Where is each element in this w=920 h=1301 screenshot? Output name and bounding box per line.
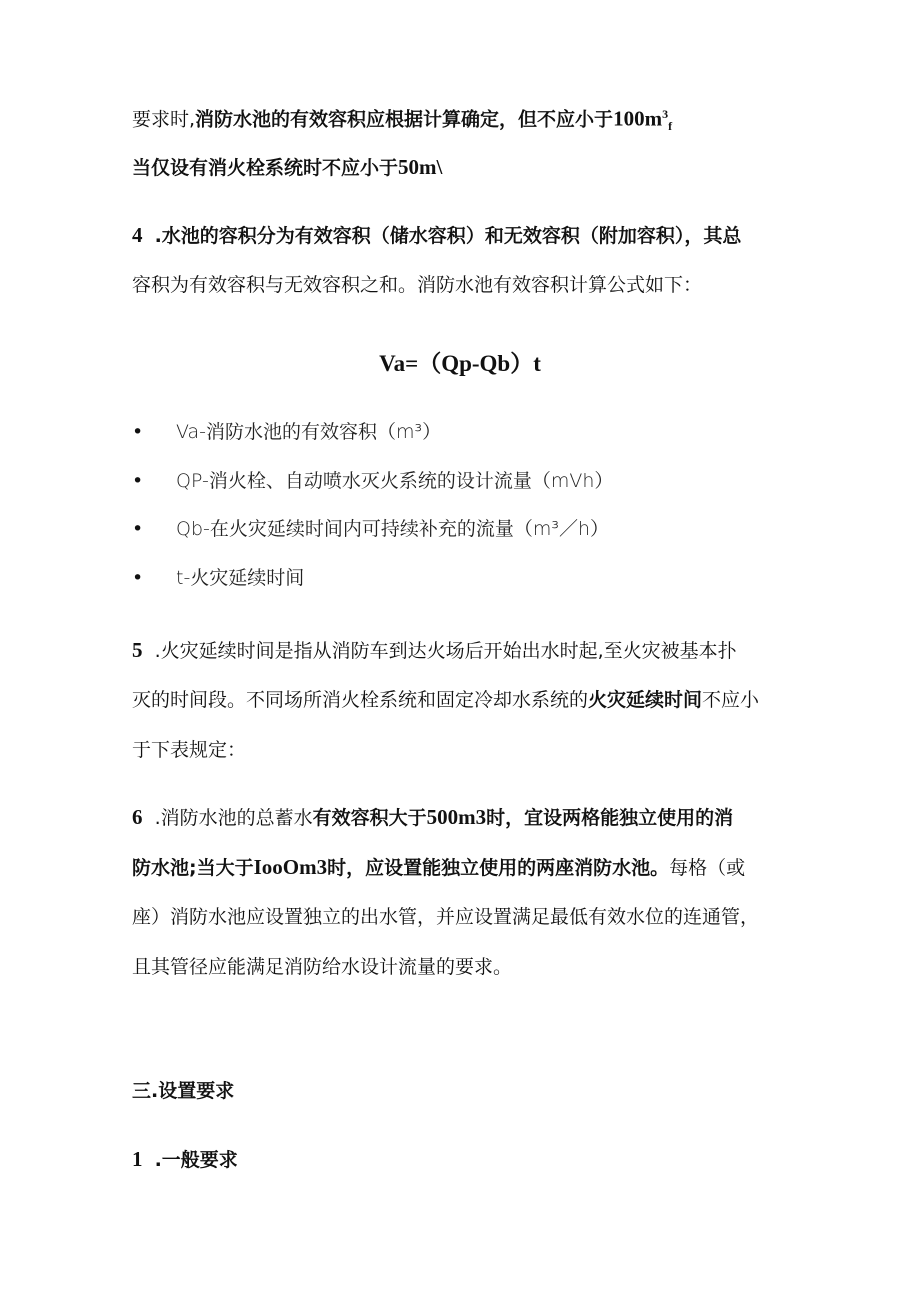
value-50m: 50m\	[398, 155, 443, 179]
list-item-text: QP-消火栓、自动喷水灭火系统的设计流量（mVh）	[176, 470, 614, 492]
bullet-icon: •	[132, 470, 144, 492]
para-text-bold: 时，应设置能独立使用的两座消防水池。	[327, 857, 670, 879]
text-normal: 要求时,	[132, 108, 196, 131]
text-line-2	[132, 153, 442, 182]
value-500m3: 500m3	[426, 805, 487, 829]
value-100m: 100m	[613, 106, 663, 131]
para-text: 座）消防水池应设置独立的出水管，并应设置满足最低有效水位的连通管，	[132, 906, 760, 928]
para-5-line-2	[132, 686, 759, 714]
para-text-bold: 时，宜设两格能独立使用的消	[486, 807, 734, 829]
subscript: f	[668, 119, 673, 134]
para-text-bold: 有效容积大于	[312, 807, 427, 829]
list-item	[132, 515, 609, 543]
para-text: .水池的容积分为有效容积（储水容积）和无效容积（附加容积），其总	[154, 225, 742, 247]
para-text: 于下表规定：	[132, 739, 247, 761]
para-text-bold: 防水池;当大于	[132, 857, 254, 879]
para-6-line-3	[132, 903, 759, 931]
para-6-line-2	[132, 853, 745, 882]
text-bold: 消防水池的有效容积应根据计算确定，但不应小于	[195, 108, 614, 131]
para-text: .火灾延续时间是指从消防车到达火场后开始出水时起,至火灾被基本扑	[154, 640, 737, 662]
list-item-text: t-火灾延续时间	[176, 567, 305, 589]
para-number: 6	[132, 805, 143, 829]
list-item	[132, 564, 304, 592]
para-4-line-2	[132, 271, 702, 299]
list-item-text: Va-消防水池的有效容积（m³）	[176, 421, 442, 443]
para-text: .消防水池的总蓄水	[154, 807, 313, 829]
formula: Va=（Qp-Qb）t	[379, 351, 541, 376]
para-number: 4	[132, 223, 143, 247]
bullet-icon: •	[132, 421, 144, 443]
subsection-title: .一般要求	[154, 1149, 238, 1171]
para-6-line-4	[132, 953, 512, 981]
para-text: 不应小	[702, 689, 760, 711]
para-5-line-3	[132, 736, 246, 764]
para-number: 5	[132, 638, 143, 662]
list-item	[132, 418, 441, 446]
subsection-heading	[132, 1145, 238, 1174]
para-4-line-1	[132, 221, 741, 250]
section-heading: 三.设置要求	[132, 1080, 235, 1102]
para-text: 且其管径应能满足消防给水设计流量的要求。	[132, 956, 513, 978]
para-text: 每格（或	[669, 857, 746, 879]
para-text: 灭的时间段。不同场所消火栓系统和固定冷却水系统的	[132, 689, 589, 711]
para-text: 容积为有效容积与无效容积之和。消防水池有效容积计算公式如下：	[132, 274, 703, 296]
text-line-1	[132, 100, 672, 140]
subsection-number: 1	[132, 1147, 143, 1171]
para-text-bold: 火灾延续时间	[588, 689, 703, 711]
list-item	[132, 467, 613, 495]
para-6-line-1	[132, 803, 733, 832]
bullet-icon: •	[132, 518, 144, 540]
value-1000m3: IooOm3	[253, 855, 328, 879]
para-5-line-1	[132, 636, 737, 665]
list-item-text: Qb-在火灾延续时间内可持续补充的流量（m³／h）	[176, 518, 610, 540]
superscript: 3	[662, 107, 669, 121]
bullet-icon: •	[132, 567, 144, 589]
text-bold: 当仅设有消火栓系统时不应小于	[132, 157, 399, 179]
